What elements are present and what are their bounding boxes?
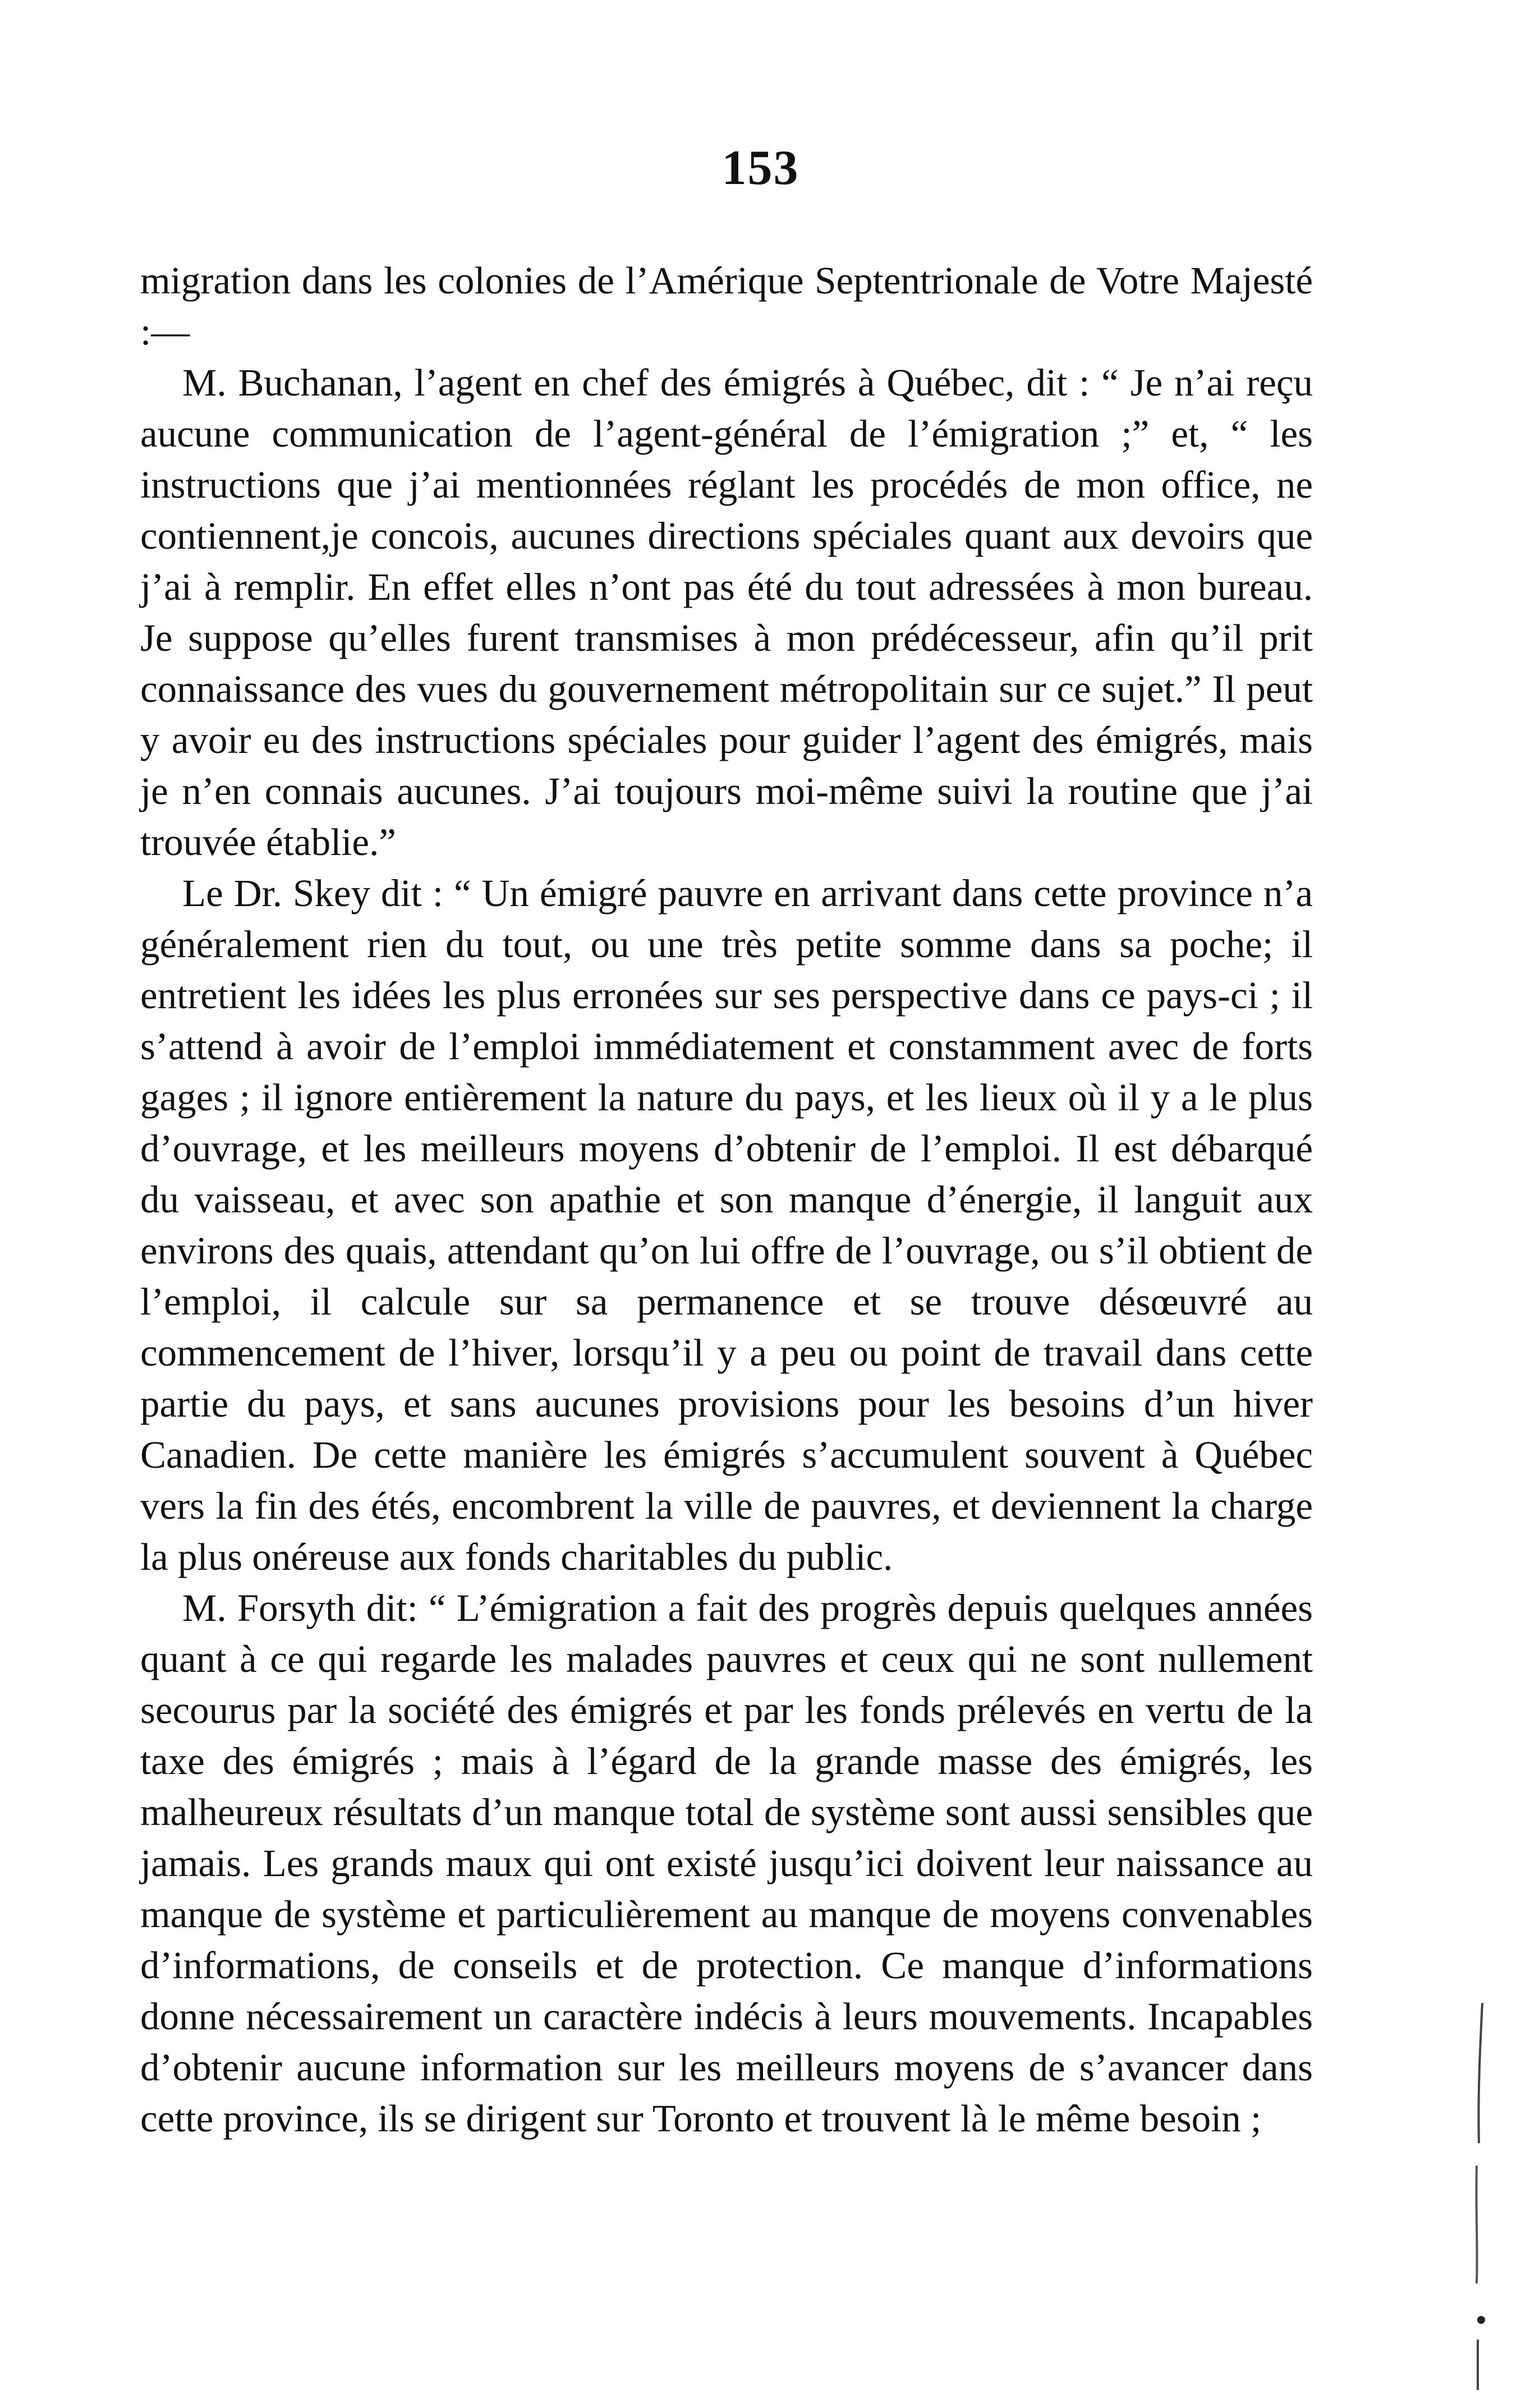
paragraph-skey: Le Dr. Skey dit : “ Un émigré pauvre en arrivant dans cette province n’a généralement rien du tout, ou une très petite somme dans sa poche; il entretient les idées les plus erronées sur ses perspective dans ce pays-ci ; il s’attend à avoir de l’emploi immédiatement et constamment avec de forts gages ; il ignore entièrement la nature du pays, et les lieux où il y a le plus d’ouvrage, et les meilleurs moyens d’obtenir de l’emploi. Il est débarqué du vaisseau, et avec son apathie et son manque d’énergie, il languit aux environs des quais, attendant qu’on lui offre de l’ouvrage, ou s’il obtient de l’emploi, il calcule sur sa permanence et se trouve désœuvré au commencement de l’hiver, lorsqu’il y a peu ou point de travail dans cette partie du pays, et sans aucunes provisions pour les besoins d’un hiver Canadien. De cette manière les émigrés s’accumulent souvent à Québec vers la fin des étés, encombrent la ville de pauvres, et deviennent la charge la plus onéreuse aux fonds charitables du public. [140, 872, 1313, 1578]
paragraph-forsyth: M. Forsyth dit: “ L’émigration a fait des progrès depuis quelques années quant à ce qui regarde les malades pauvres et ceux qui ne sont nullement secourus par la société des émigrés et par les fonds prélevés en vertu de la taxe des émigrés ; mais à l’égard de la grande masse des émigrés, les malheureux résultats d’un manque total de système sont aussi sensibles que jamais. Les grands maux qui ont existé jusqu’ici doivent leur naissance au manque de système et particulièrement au manque de moyens convenables d’informations, de conseils et de protection. Ce manque d’informations donne nécessairement un caractère indécis à leurs mouvements. Incapables d’obtenir aucune information sur les meilleurs moyens de s’avancer dans cette province, ils se dirigent sur Toronto et trouvent là le même besoin ; [140, 1587, 1313, 2140]
body-text [140, 255, 1313, 2144]
margin-pencil-marks [1470, 1997, 1492, 2401]
paragraph-continuation: migration dans les colonies de l’Amérique Septentrionale de Votre Majesté :— [140, 259, 1313, 353]
page-number: 153 [722, 141, 799, 195]
paragraph-buchanan: M. Buchanan, l’agent en chef des émigrés à Québec, dit : “ Je n’ai reçu aucune communication de l’agent-général de l’émigration ;” et, “ les instructions que j’ai mentionnées réglant les procédés de mon office, ne contiennent,je concois, aucunes directions spéciales quant aux devoirs que j’ai à remplir. En effet elles n’ont pas été du tout adressées à mon bureau. Je suppose qu’elles furent transmises à mon prédécesseur, afin qu’il prit connaissance des vues du gouvernement métropolitain sur ce sujet.” Il peut y avoir eu des instructions spéciales pour guider l’agent des émigrés, mais je n’en connais aucunes. J’ai toujours moi-même suivi la routine que j’ai trouvée établie.” [140, 361, 1313, 863]
